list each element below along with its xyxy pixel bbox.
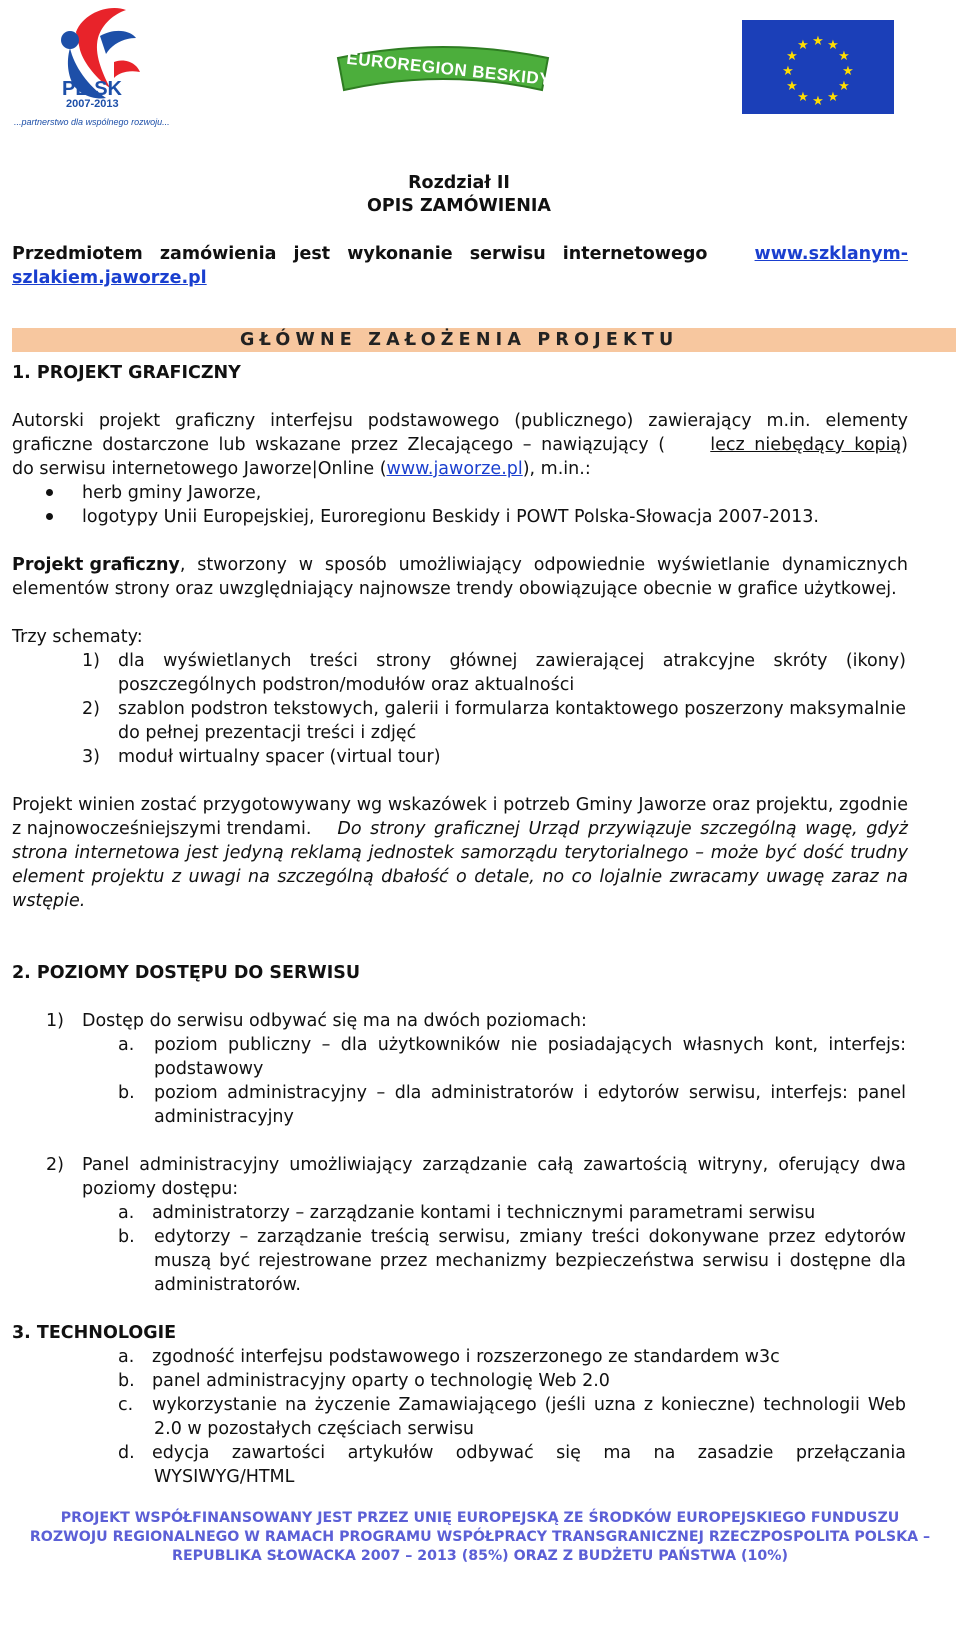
s1-bullet-1: herb gminy Jaworze, bbox=[82, 483, 262, 503]
s3-item-d-line1: edycja zawartości artykułów odbywać się ma na zasadzie przełączania bbox=[152, 1443, 906, 1463]
s2-item1-sub-a-line2: podstawowy bbox=[154, 1059, 264, 1079]
svg-text:★: ★ bbox=[838, 49, 850, 64]
s1-p1-line3-a: do serwisu internetowego Jaworze|Online ( bbox=[12, 459, 387, 479]
s3-item-a-letter: a. bbox=[118, 1347, 135, 1367]
s3-item-d-letter: d. bbox=[118, 1443, 135, 1463]
scheme-3-line1: moduł wirtualny spacer (virtual tour) bbox=[118, 747, 441, 767]
svg-text:★: ★ bbox=[786, 49, 798, 64]
plsk-logo bbox=[14, 2, 194, 132]
intro-text: Przedmiotem zamówienia jest wykonanie serwisu internetowego bbox=[12, 244, 708, 264]
svg-text:★: ★ bbox=[812, 94, 824, 109]
s1-p2-bold: Projekt graficzny bbox=[12, 555, 180, 575]
s1-p1-line2-b: ) bbox=[901, 435, 908, 455]
s1-p3-line2 bbox=[12, 817, 908, 841]
bullet-icon bbox=[46, 489, 53, 496]
svg-text:★: ★ bbox=[797, 38, 809, 53]
section2-heading: 2. POZIOMY DOSTĘPU DO SERWISU bbox=[12, 963, 361, 983]
s2-item1-num: 1) bbox=[46, 1011, 64, 1031]
schemes-title: Trzy schematy: bbox=[12, 627, 143, 647]
scheme-1-line2: poszczególnych podstron/modułów oraz aktualności bbox=[118, 675, 575, 695]
s3-item-b-line1: panel administracyjny oparty o technologię Web 2.0 bbox=[152, 1371, 610, 1391]
eu-flag bbox=[742, 20, 894, 114]
s1-p3-line5: wstępie. bbox=[12, 891, 86, 911]
scheme-2-line2: do pełnej prezentacji treści i zdjęć bbox=[118, 723, 417, 743]
svg-text:★: ★ bbox=[827, 90, 839, 105]
s1-p2-line1 bbox=[12, 553, 908, 577]
s2-item2-line1: Panel administracyjny umożliwiający zarządzanie całą zawartością witryny, oferujący dwa bbox=[82, 1155, 906, 1175]
s2-item1-text: Dostęp do serwisu odbywać się ma na dwóch poziomach: bbox=[82, 1011, 587, 1031]
s2-item2-sub-b-letter: b. bbox=[118, 1227, 135, 1247]
s2-item2-line2: poziomy dostępu: bbox=[82, 1179, 239, 1199]
svg-text:★: ★ bbox=[812, 34, 824, 49]
s2-item2-sub-b-line2: muszą być rejestrowane przez mechanizmy bezpieczeństwa serwisu i dostępne dla bbox=[154, 1251, 906, 1271]
footer-line-3: REPUBLIKA SŁOWACKA 2007 – 2013 (85%) ORAZ Z BUDŻETU PAŃSTWA (10%) bbox=[172, 1548, 788, 1564]
section1-heading: 1. PROJEKT GRAFICZNY bbox=[12, 363, 241, 383]
s1-p3-line2-italic: Do strony graficznej Urząd przywiązuje szczególną wagę, gdyż bbox=[337, 819, 908, 839]
euroregion-beskidy-logo bbox=[332, 42, 554, 98]
plsk-logo-text: PL-SK bbox=[62, 78, 122, 100]
footer-line-2: ROZWOJU REGIONALNEGO W RAMACH PROGRAMU WSPÓŁPRACY TRANSGRANICZNEJ RZECZPOSPOLITA POLSKA – bbox=[29, 1529, 931, 1545]
section3-heading: 3. TECHNOLOGIE bbox=[12, 1323, 177, 1343]
svg-text:★: ★ bbox=[797, 90, 809, 105]
s3-item-a-line1: zgodność interfejsu podstawowego i rozszerzonego ze standardem w3c bbox=[152, 1347, 780, 1367]
chapter-title: Rozdział II bbox=[408, 173, 510, 193]
scheme-1-num: 1) bbox=[82, 651, 100, 671]
intro-link-part1[interactable]: www.szklanym- bbox=[754, 244, 908, 264]
svg-text:★: ★ bbox=[782, 64, 794, 79]
svg-text:★: ★ bbox=[838, 79, 850, 94]
euroregion-logo-text: EUROREGION BESKIDY bbox=[345, 48, 552, 90]
chapter-subtitle: OPIS ZAMÓWIENIA bbox=[367, 196, 551, 216]
s3-item-c-letter: c. bbox=[118, 1395, 134, 1415]
s1-p1-line2-a: graficzne dostarczone lub wskazane przez Zlecającego – nawiązujący ( bbox=[12, 435, 666, 455]
scheme-3-num: 3) bbox=[82, 747, 100, 767]
s1-p1-line3 bbox=[12, 457, 591, 481]
s1-p3-line2-a: z najnowocześniejszymi trendami. bbox=[12, 819, 312, 839]
footer-line-1: PROJEKT WSPÓŁFINANSOWANY JEST PRZEZ UNIĘ EUROPEJSKĄ ZE ŚRODKÓW EUROPEJSKIEGO FUNDUSZU bbox=[60, 1510, 900, 1526]
s1-p1-line1: Autorski projekt graficzny interfejsu podstawowego (publicznego) zawierający m.in. elementy bbox=[12, 411, 908, 431]
main-assumptions-banner-text: GŁÓWNE ZAŁOŻENIA PROJEKTU bbox=[240, 330, 679, 350]
s2-item1-sub-a-letter: a. bbox=[118, 1035, 135, 1055]
s3-item-b-letter: b. bbox=[118, 1371, 135, 1391]
s3-item-c-line2: 2.0 w pozostałych częściach serwisu bbox=[154, 1419, 474, 1439]
scheme-1-line1: dla wyświetlanych treści strony głównej zawierającej atrakcyjne skróty (ikony) bbox=[118, 651, 906, 671]
intro-line bbox=[12, 242, 908, 266]
s1-p2-line1-rest: , stworzony w sposób umożliwiający odpowiednie wyświetlanie dynamicznych bbox=[179, 555, 908, 575]
plsk-logo-years: 2007-2013 bbox=[66, 98, 119, 110]
eu-stars-icon bbox=[742, 20, 894, 114]
s2-item2-sub-b-line3: administratorów. bbox=[154, 1275, 301, 1295]
s1-p2-line2: elementów strony oraz uwzględniający najnowsze trendy obowiązujące obecnie w grafice użytkowej. bbox=[12, 579, 897, 599]
s2-item1-sub-b-line2: administracyjny bbox=[154, 1107, 294, 1127]
s1-p1-line3-b: ), m.in.: bbox=[522, 459, 591, 479]
jaworze-link[interactable]: www.jaworze.pl bbox=[386, 459, 523, 479]
s3-item-c-line1: wykorzystanie na życzenie Zamawiającego (jeśli uzna z konieczne) technologii Web bbox=[152, 1395, 906, 1415]
s1-p3-line1: Projekt winien zostać przygotowywany wg wskazówek i potrzeb Gminy Jaworze oraz projektu, zgodnie bbox=[12, 795, 908, 815]
scheme-2-line1: szablon podstron tekstowych, galerii i formularza kontaktowego poszerzony maksymalnie bbox=[118, 699, 906, 719]
plsk-logo-tagline: ...partnerstwo dla wspólnego rozwoju... bbox=[14, 117, 170, 127]
svg-text:★: ★ bbox=[786, 79, 798, 94]
s1-p3-line4: element projektu z uwagi na szczególną dbałość o detale, no co lojalnie zwracamy uwagę zaraz na bbox=[12, 867, 908, 887]
intro-link-part2[interactable]: szlakiem.jaworze.pl bbox=[12, 268, 207, 288]
svg-text:★: ★ bbox=[827, 38, 839, 53]
svg-text:★: ★ bbox=[842, 64, 854, 79]
s2-item1-sub-a-line1: poziom publiczny – dla użytkowników nie posiadających własnych kont, interfejs: bbox=[154, 1035, 906, 1055]
s2-item2-sub-b-line1: edytorzy – zarządzanie treścią serwisu, zmiany treści dokonywane przez edytorów bbox=[154, 1227, 906, 1247]
s1-p1-line2-underlined: lecz niebędący kopią bbox=[710, 435, 902, 455]
s2-item1-sub-b-line1: poziom administracyjny – dla administratorów i edytorów serwisu, interfejs: panel bbox=[154, 1083, 906, 1103]
s2-item2-sub-a-letter: a. bbox=[118, 1203, 135, 1223]
s1-p1-line2 bbox=[12, 433, 908, 457]
bullet-icon bbox=[46, 513, 53, 520]
s3-item-d-line2: WYSIWYG/HTML bbox=[154, 1467, 295, 1487]
s1-bullet-2: logotypy Unii Europejskiej, Euroregionu Beskidy i POWT Polska-Słowacja 2007-2013. bbox=[82, 507, 819, 527]
s1-p3-line3: strona internetowa jest jedyną reklamą jednostek samorządu terytorialnego – może być dość trudny bbox=[12, 843, 908, 863]
s2-item2-sub-a-line1: administratorzy – zarządzanie kontami i technicznymi parametrami serwisu bbox=[152, 1203, 816, 1223]
scheme-2-num: 2) bbox=[82, 699, 100, 719]
s2-item1-sub-b-letter: b. bbox=[118, 1083, 135, 1103]
s2-item2-num: 2) bbox=[46, 1155, 64, 1175]
